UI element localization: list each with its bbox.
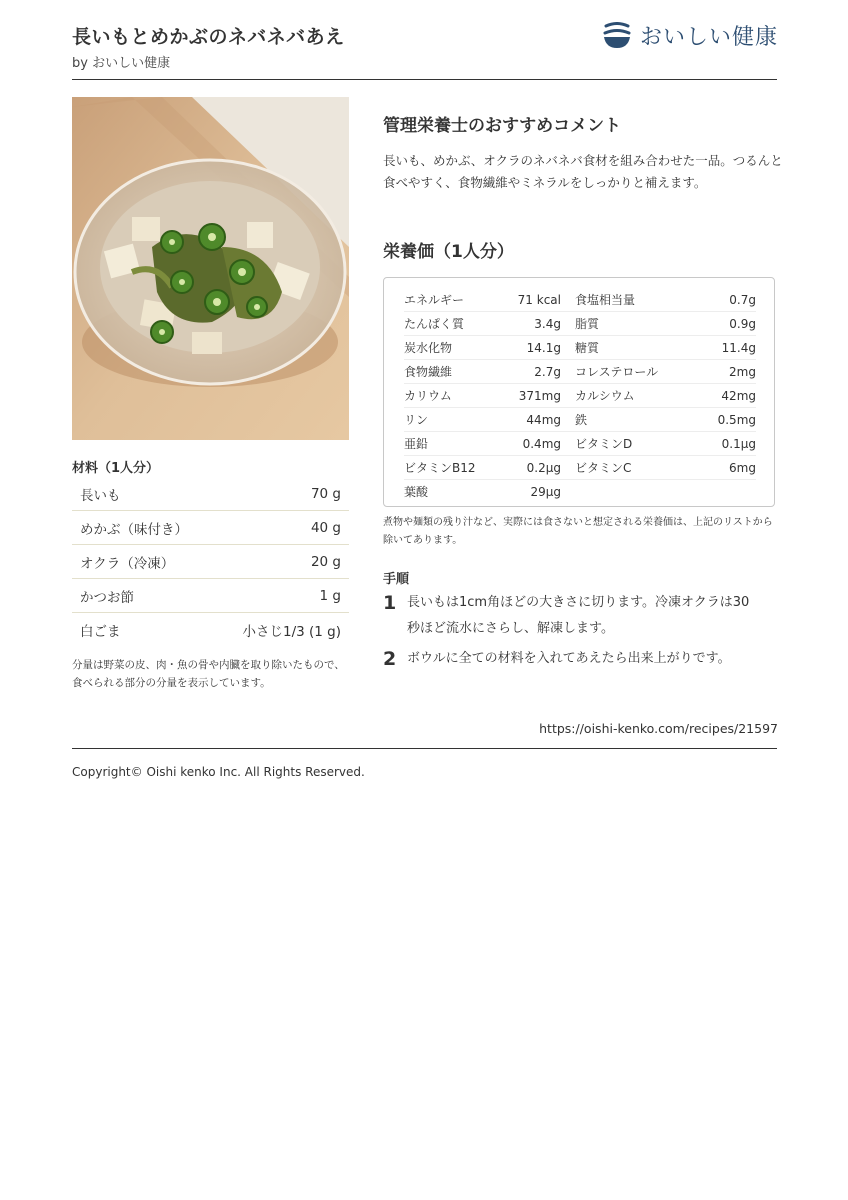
- byline: by おいしい健康: [72, 56, 171, 71]
- ingredients-title: 材料（1人分）: [72, 461, 160, 476]
- ingredient-row: [72, 579, 349, 613]
- nutrient-name: 亜鉛: [404, 437, 429, 451]
- nutrition-cell: [573, 312, 756, 336]
- nutrient-name: ビタミンC: [575, 461, 632, 475]
- nutrition-note: 煮物や麺類の残り汁など、実際には食さないと想定される栄養価は、上記のリストから除いてあります。: [383, 517, 773, 546]
- nutrition-cell: [573, 288, 756, 312]
- recipe-title: 長いもとめかぶのネバネバあえ: [72, 26, 345, 48]
- ingredient-row: [72, 477, 349, 511]
- nutrient-name: カルシウム: [575, 389, 635, 403]
- nutrition-cell: [404, 456, 573, 480]
- nutrient-value: 29μg: [530, 484, 561, 499]
- ingredient-row: [72, 511, 349, 545]
- nutrient-value: 371mg: [518, 388, 561, 403]
- recipe-url-link[interactable]: https://oishi-kenko.com/recipes/21597: [539, 721, 778, 736]
- brand-logo-text: おいしい健康: [639, 25, 778, 50]
- nutrient-value: 0.1μg: [721, 436, 756, 451]
- step-number: 1: [383, 592, 397, 614]
- nutrition-cell: [404, 432, 573, 456]
- nutrient-value: 0.2μg: [526, 460, 561, 475]
- nutrient-name: 葉酸: [404, 485, 429, 499]
- ingredients-list: [72, 477, 349, 646]
- nutrient-value: 6mg: [729, 460, 756, 475]
- comment-body: 長いも、めかぶ、オクラのネバネバ食材を組み合わせた一品。つるんと食べやすく、食物繊維やミネラルをしっかりと補えます。: [383, 153, 783, 190]
- nutrient-value: 71 kcal: [517, 292, 561, 307]
- dish-photo: [72, 97, 349, 440]
- nutrient-value: 2mg: [729, 364, 756, 379]
- step-item: [383, 646, 763, 672]
- ingredient-amount: 40 g: [310, 519, 341, 536]
- nutrition-cell: [404, 288, 573, 312]
- nutrition-cell: [404, 336, 573, 360]
- bowl-logo-icon: [602, 22, 632, 50]
- brand-logo[interactable]: [602, 20, 778, 51]
- nutrition-cell: [573, 456, 756, 480]
- nutrition-cell: [404, 312, 573, 336]
- ingredient-amount: 20 g: [310, 553, 341, 570]
- nutrient-name: 炭水化物: [404, 341, 453, 355]
- nutrition-cell: [404, 384, 573, 408]
- header-divider: [72, 79, 777, 80]
- step-text: ボウルに全ての材料を入れてあえたら出来上がりです。: [407, 651, 731, 666]
- nutrition-cell: [404, 480, 573, 503]
- copyright: Copyright© Oishi kenko Inc. All Rights Reserved.: [72, 765, 365, 779]
- nutrient-name: リン: [404, 413, 429, 427]
- nutrient-name: 脂質: [575, 317, 600, 331]
- ingredient-name: かつお節: [80, 589, 134, 606]
- nutrient-value: 44mg: [526, 412, 561, 427]
- nutrient-name: ビタミンB12: [404, 461, 476, 475]
- nutrient-name: エネルギー: [404, 293, 465, 307]
- nutrient-value: 0.5mg: [717, 412, 756, 427]
- ingredient-row: [72, 545, 349, 579]
- ingredient-name: めかぶ（味付き）: [80, 521, 188, 538]
- nutrition-cell: [573, 336, 756, 360]
- nutrient-value: 0.4mg: [522, 436, 561, 451]
- nutrient-value: 14.1g: [526, 340, 561, 355]
- ingredients-note: 分量は野菜の皮、肉・魚の骨や内臓を取り除いたもので、 食べられる部分の分量を表示しています。: [72, 659, 345, 689]
- step-text: 長いもは1cm角ほどの大きさに切ります。冷凍オクラは30秒ほど流水にさらし、解凍します。: [407, 595, 750, 636]
- nutrition-cell: [573, 408, 756, 432]
- ingredient-name: 長いも: [80, 487, 121, 504]
- nutrition-cell: [404, 408, 573, 432]
- ingredient-amount: 小さじ1/3 (1 g): [242, 623, 341, 640]
- nutrient-name: たんぱく質: [404, 317, 465, 331]
- ingredient-row: [72, 613, 349, 646]
- nutrient-name: カリウム: [404, 389, 452, 403]
- nutrient-name: 食塩相当量: [575, 293, 636, 307]
- nutrient-name: コレステロール: [575, 365, 659, 379]
- nutrient-name: 鉄: [575, 413, 588, 427]
- steps-title: 手順: [383, 572, 410, 587]
- step-item: [383, 590, 763, 642]
- nutrition-cell: [573, 480, 756, 503]
- nutrient-name: 食物繊維: [404, 365, 453, 379]
- nutrition-cell: [573, 432, 756, 456]
- nutrient-value: 3.4g: [534, 316, 561, 331]
- nutrient-value: 2.7g: [534, 364, 561, 379]
- nutrient-value: 0.9g: [729, 316, 756, 331]
- step-number: 2: [383, 648, 397, 670]
- nutrition-cell: [404, 360, 573, 384]
- ingredient-amount: 1 g: [319, 587, 341, 604]
- nutrition-cell: [573, 360, 756, 384]
- nutrient-name: ビタミンD: [575, 437, 633, 451]
- ingredient-name: 白ごま: [80, 623, 121, 640]
- footer-divider: [72, 748, 777, 749]
- nutrient-value: 11.4g: [721, 340, 756, 355]
- ingredient-name: オクラ（冷凍）: [80, 555, 175, 572]
- nutrition-cell: [573, 384, 756, 408]
- nutrition-title: 栄養価（1人分）: [383, 242, 514, 262]
- nutrition-table: [383, 277, 775, 507]
- ingredient-amount: 70 g: [310, 485, 341, 502]
- comment-title: 管理栄養士のおすすめコメント: [383, 116, 622, 136]
- nutrient-value: 0.7g: [729, 292, 756, 307]
- nutrient-value: 42mg: [721, 388, 756, 403]
- nutrient-name: 糖質: [575, 341, 600, 355]
